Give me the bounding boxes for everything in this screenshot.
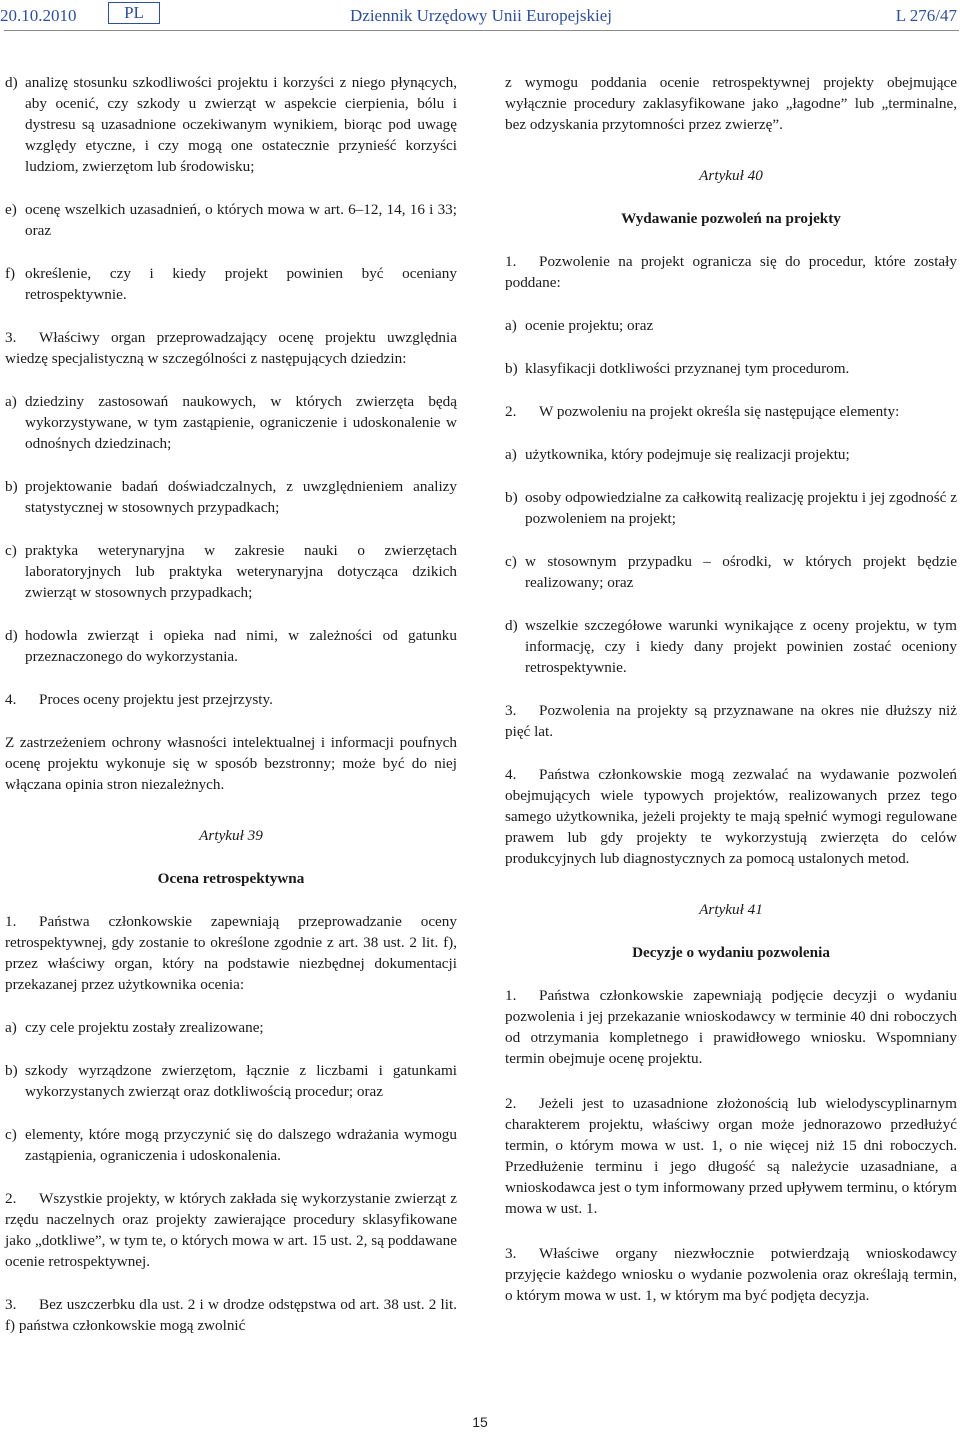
list-item [5,540,457,603]
list-item [5,1124,457,1166]
list-item [505,487,957,529]
paragraph-number: 2. [505,403,517,420]
item-label: c) [5,1126,17,1143]
right-column [505,72,957,1306]
item-label: d) [5,74,18,91]
paragraph-text: Pozwolenie na projekt ogranicza się do procedur, które zostały poddane: [505,253,957,291]
item-text: klasyfikacji dotkliwości przyznanej tym procedurom. [525,360,850,377]
paragraph-number: 3. [5,329,17,346]
item-text: wszelkie szczegółowe warunki wynikające z oceny projektu, w tym informację, czy i kiedy dany projekt powinien zostać oceniony retrospektywnie. [525,617,957,676]
paragraph [5,327,457,369]
item-label: d) [5,627,18,644]
paragraph-text: Proces oceny projektu jest przejrzysty. [39,691,273,708]
paragraph [505,1093,957,1219]
paragraph [5,1188,457,1272]
paragraph-number: 3. [505,702,517,719]
paragraph-number: 1. [505,987,517,1004]
publication-date: 20.10.2010 [0,6,77,25]
item-label: b) [505,360,518,377]
item-label: b) [505,489,518,506]
item-label: d) [505,617,518,634]
item-text: w stosownym przypadku – ośrodki, w których projekt będzie realizowany; oraz [525,553,957,591]
item-text: określenie, czy i kiedy projekt powinien być oceniany retrospektywnie. [25,265,457,303]
item-text: projektowanie badań doświadczalnych, z uwzględnieniem analizy statystycznej w stosownych przypadkach; [25,478,457,516]
header-divider [4,30,959,31]
paragraph [505,700,957,742]
paragraph-number: 4. [5,691,17,708]
paragraph: z wymogu poddania ocenie retrospektywnej projekty obejmujące wyłącznie procedury zaklasyfikowane jako „łagodne” lub „terminalne, bez odzyskania przytomności przez zwierzę”. [505,74,957,133]
list-item [5,1060,457,1102]
item-text: użytkownika, który podejmuje się realizacji projektu; [525,446,850,463]
list-item [505,615,957,678]
paragraph-text: Właściwe organy niezwłocznie potwierdzają wnioskodawcy przyjęcie każdego wniosku o wydanie pozwolenia oraz określają termin, o którym mowa w ust. 1, w którym ma być podjęta decyzja. [505,1245,957,1304]
list-item [5,72,457,177]
paragraph [505,764,957,869]
paragraph: Z zastrzeżeniem ochrony własności intelektualnej i informacji poufnych ocenę projektu wykonuje się w sposób bezstronny; może być do niej włączana opinia stron niezależnych. [5,734,457,793]
article-number: Artykuł 41 [699,901,763,918]
paragraph-text: Jeżeli jest to uzasadnione złożonością lub wielodyscyplinarnym charakterem projektu, właściwy organ może jednorazowo przedłużyć termin, o którym mowa w ust. 1, o nie więcej niż 15 dni roboczych. Przedłużenie terminu i jego długość są należycie uzasadniane, a wnioskodawca jest o tym informowany przed upływem terminu, o którym mowa w ust. 1. [505,1095,957,1217]
list-item [5,476,457,518]
item-text: czy cele projektu zostały zrealizowane; [25,1019,264,1036]
paragraph-number: 4. [505,766,517,783]
item-text: ocenie projektu; oraz [525,317,654,334]
article-title: Ocena retrospektywna [157,870,305,887]
list-item [5,1017,457,1038]
paragraph [5,1294,457,1336]
item-label: c) [5,542,17,559]
list-item [505,315,957,336]
list-item [5,391,457,454]
list-item [505,444,957,465]
paragraph-text: Właściwy organ przeprowadzający ocenę projektu uwzględnia wiedzę specjalistyczną w szczególności z następujących dziedzin: [5,329,457,367]
paragraph-number: 2. [5,1190,17,1207]
paragraph-number: 3. [505,1245,517,1262]
journal-title: Dziennik Urzędowy Unii Europejskiej [350,6,613,25]
paragraph [5,911,457,995]
paragraph-number: 2. [505,1095,517,1112]
paragraph-text: Państwa członkowskie zapewniają podjęcie decyzji o wydaniu pozwolenia i jej przekazanie wnioskodawcy w terminie 40 dni roboczych od otrzymania kompletnego i prawidłowego wniosku. Wspomniany termin obejmuje ocenę projektu. [505,987,957,1067]
list-item [5,625,457,667]
item-text: analizę stosunku szkodliwości projektu i korzyści z niego płynących, aby ocenić, czy szkody u zwierząt w aspekcie cierpienia, bólu i dystresu są uzasadnione oczekiwanym wynikiem, biorąc pod uwagę względy etyczne, i czy mogą one ostatecznie przynieść korzyści ludziom, zwierzętom lub środowisku; [25,74,457,175]
item-text: szkody wyrządzone zwierzętom, łącznie z liczbami i gatunkami wykorzystanych zwierząt oraz dotkliwością procedur; oraz [25,1062,457,1100]
article-number: Artykuł 39 [199,827,263,844]
paragraph [505,1243,957,1306]
list-item [505,358,957,379]
paragraph-text: Państwa członkowskie mogą zezwalać na wydawanie pozwoleń obejmujących wiele typowych projektów, realizowanych przez tego samego użytkownika, jeżeli projekty te mają spełnić wymogi regulowane prawem lub gdy projekty te wykorzystują zwierzęta do celów produkcyjnych lub diagnostycznych za pomocą ustalonych metod. [505,766,957,867]
item-label: a) [505,317,517,334]
paragraph [5,689,457,710]
page-reference: L 276/47 [895,6,957,25]
item-label: a) [5,1019,17,1036]
paragraph-text: Pozwolenia na projekty są przyznawane na okres nie dłuższy niż pięć lat. [505,702,957,740]
list-item [5,199,457,241]
item-label: a) [5,393,17,410]
paragraph-text: W pozwoleniu na projekt określa się następujące elementy: [539,403,900,420]
page-header [0,2,960,28]
item-text: elementy, które mogą przyczynić się do dalszego wdrażania wymogu zastąpienia, ograniczenia i udoskonalenia. [25,1126,457,1164]
left-column [5,72,457,1336]
item-label: b) [5,1062,18,1079]
paragraph [505,251,957,293]
page-number: 15 [472,1414,488,1430]
paragraph-number: 1. [505,253,517,270]
paragraph-number: 1. [5,913,17,930]
article-title: Decyzje o wydaniu pozwolenia [632,944,830,961]
paragraph-number: 3. [5,1296,17,1313]
article-title: Wydawanie pozwoleń na projekty [621,210,841,227]
paragraph-text: Bez uszczerbku dla ust. 2 i w drodze odstępstwa od art. 38 ust. 2 lit. f) państwa członkowskie mogą zwolnić [5,1296,457,1334]
item-label: b) [5,478,18,495]
item-text: hodowla zwierząt i opieka nad nimi, w zależności od gatunku przeznaczonego do wykorzystania. [25,627,457,665]
paragraph [505,401,957,422]
item-label: e) [5,201,17,218]
paragraph-text: Państwa członkowskie zapewniają przeprowadzanie oceny retrospektywnej, gdy zostanie to określone zgodnie z art. 38 ust. 2 lit. f), przez właściwy organ, który na podstawie niezbędnej dokumentacji przekazanej przez użytkownika ocenia: [5,913,457,993]
list-item [505,551,957,593]
paragraph-text: Wszystkie projekty, w których zakłada się wykorzystanie zwierząt z rzędu naczelnych oraz projekty zawierające procedury sklasyfikowane jako „dotkliwe”, w tym te, o których mowa w art. 15 ust. 2, są poddawane ocenie retrospektywnej. [5,1190,457,1270]
item-label: f) [5,265,16,282]
item-text: dziedziny zastosowań naukowych, w których zwierzęta będą wykorzystywane, w tym zastąpienie, ograniczenie i udoskonalenie w odnośnych dziedzinach; [25,393,457,452]
item-label: a) [505,446,517,463]
item-label: c) [505,553,517,570]
item-text: ocenę wszelkich uzasadnień, o których mowa w art. 6–12, 14, 16 i 33; oraz [25,201,457,239]
item-text: praktyka weterynaryjna w zakresie nauki o zwierzętach laboratoryjnych lub praktyka weterynaryjna dotycząca dzikich zwierząt w stosownych przypadkach; [25,542,457,601]
list-item [5,263,457,305]
paragraph [505,985,957,1069]
language-badge: PL [108,2,160,24]
article-number: Artykuł 40 [699,167,763,184]
item-text: osoby odpowiedzialne za całkowitą realizację projektu i jej zgodność z pozwoleniem na projekt; [525,489,957,527]
